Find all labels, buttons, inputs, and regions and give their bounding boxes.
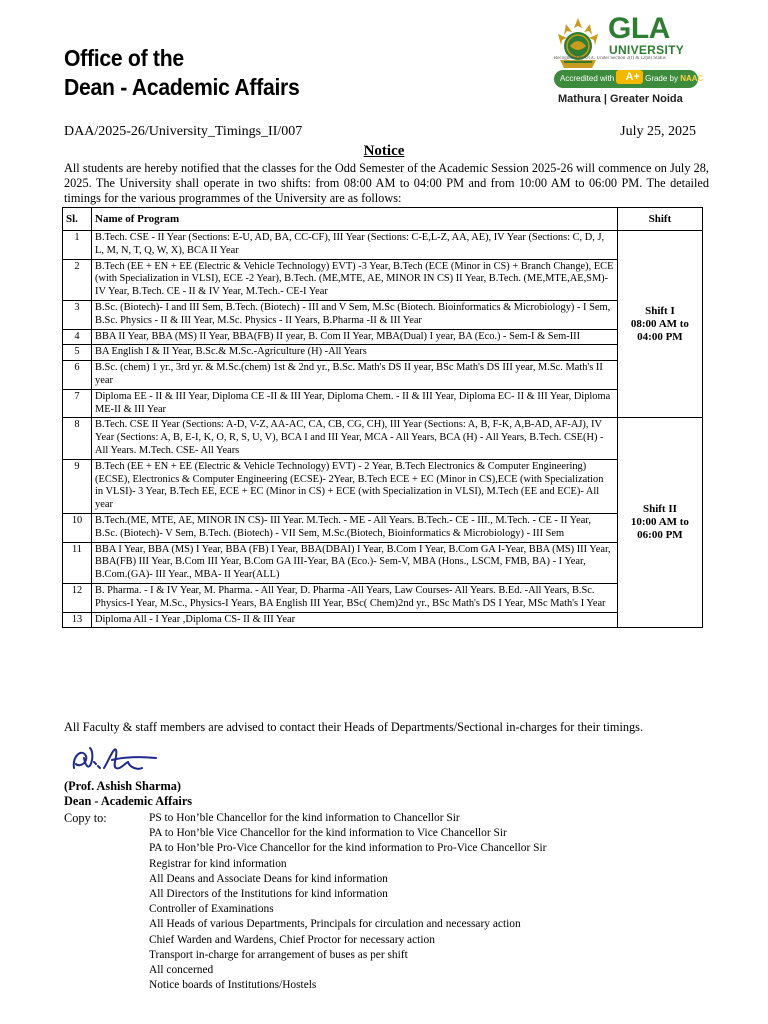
row-program: B.Sc. (chem) 1 yr., 3rd yr. & M.Sc.(chem) 1st & 2nd yr., B.Sc. Math's DS II year, BSc Math's DS III year, M.Sc. Math's II year: [92, 361, 618, 390]
table-row: [63, 583, 703, 612]
office-title: [64, 44, 300, 102]
copy-to-item: Chief Warden and Wardens, Chief Proctor for necessary action: [149, 933, 435, 946]
table-row: [63, 418, 703, 459]
copy-to-item: Transport in-charge for arrangement of buses as per shift: [149, 948, 408, 961]
row-sl: 6: [63, 361, 92, 390]
logo-subtitle: UNIVERSITY: [609, 43, 685, 57]
reference-number: DAA/2025-26/University_Timings_II/007: [64, 124, 303, 139]
signatory-name: (Prof. Ashish Sharma): [64, 779, 181, 793]
table-row: [63, 542, 703, 583]
table-row: [63, 259, 703, 300]
shift-2-label: Shift II: [642, 503, 677, 516]
row-sl: 10: [63, 513, 92, 542]
copy-to-list: [149, 811, 546, 993]
shift-2-end: 06:00 PM: [637, 529, 683, 542]
copy-to-item: Registrar for kind information: [149, 857, 287, 870]
row-program: Diploma All - I Year ,Diploma CS- II & III Year: [92, 612, 618, 628]
staff-advice-note: All Faculty & staff members are advised to contact their Heads of Departments/Sectional in-charges for their timings.: [64, 720, 644, 734]
copy-to-label: Copy to:: [64, 811, 107, 825]
row-sl: 1: [63, 231, 92, 260]
signatory-block: [64, 779, 192, 809]
table-row: [63, 361, 703, 390]
table-row: [63, 345, 703, 361]
logo-name: GLA: [608, 12, 670, 45]
shift-1-label: Shift I: [645, 304, 675, 317]
row-program: Diploma EE - II & III Year, Diploma CE -II & III Year, Diploma Chem. - II & III Year, Diploma EC- II & III Year, Diploma ME-II & III Year: [92, 389, 618, 418]
copy-to-item: Notice boards of Institutions/Hostels: [149, 979, 317, 992]
row-program: B.Tech (EE + EN + EE (Electric & Vehicle Technology) EVT) - 2 Year, B.Tech Electronics & Computer Engineering) (ECSE), Electronics & Computer Engineering (ECSE)- 2Year, B.Tech ECE + EC (Minor in CS),ECE (with Specialization in VLSI)- 3 Year, B.Tech EE, ECE + EC (Minor in CS) + ECE (with Specialization in VLSI), M.Tech (EE and ECE)- All year: [92, 459, 618, 513]
copy-to-item: All Directors of the Institutions for kind information: [149, 888, 388, 901]
table-row: [63, 300, 703, 329]
row-sl: 4: [63, 329, 92, 345]
row-sl: 9: [63, 459, 92, 513]
row-program: BA English I & II Year, B.Sc.& M.Sc.-Agriculture (H) -All Years: [92, 345, 618, 361]
naac-grade: A+: [616, 70, 642, 84]
university-emblem-icon: [552, 16, 604, 70]
row-sl: 11: [63, 542, 92, 583]
row-program: BBA II Year, BBA (MS) II Year, BBA(FB) II year, B. Com II Year, MBA(Dual) I year, BA (Eco.) - Sem-I & Sem-III: [92, 329, 618, 345]
row-sl: 7: [63, 389, 92, 418]
notice-date: July 25, 2025: [620, 124, 696, 139]
row-sl: 12: [63, 583, 92, 612]
table-row: [63, 389, 703, 418]
table-header-row: [63, 208, 703, 231]
naac-label: NAAC: [680, 74, 704, 83]
signature-icon: [68, 738, 160, 778]
shift-1-start: 08:00 AM to: [630, 317, 689, 330]
shift-1-end: 04:00 PM: [637, 330, 683, 343]
row-sl: 2: [63, 259, 92, 300]
table-row: [63, 513, 703, 542]
row-program: B.Tech. CSE II Year (Sections: A-D, V-Z, AA-AC, CA, CB, CG, CH), III Year (Sections: A, B, F-K, A,B-AD, AF-AJ), IV Year (Sections: A, B, E-I, K, O, R, S, U, V), BCA I and III Year, MCA - All Years, BCA (H) - All Years, B.Tech. CSE(H) - All Years. M.Tech. CSE- All Years: [92, 418, 618, 459]
office-title-line2: Dean - Academic Affairs: [64, 74, 300, 100]
shift-1-cell: [617, 231, 702, 418]
office-title-line1: Office of the: [64, 45, 184, 71]
copy-to-item: All Heads of various Departments, Principals for circulation and necessary action: [149, 918, 521, 931]
logo-location: Mathura | Greater Noida: [558, 93, 683, 105]
copy-to-item: PS to Hon’ble Chancellor for the kind information to Chancellor Sir: [149, 812, 460, 824]
copy-to-item: PA to Hon’ble Vice Chancellor for the kind information to Vice Chancellor Sir: [149, 827, 507, 840]
row-program: B.Tech. CSE - II Year (Sections: E-U, AD, BA, CC-CF), III Year (Sections: C-E,L-Z, AA, AE), IV Year (Sections: C, D, J, L, M, N, T, Q, W, X), BCA II Year: [92, 231, 618, 260]
row-program: B.Tech (EE + EN + EE (Electric & Vehicle Technology) EVT) -3 Year, B.Tech (ECE (Minor in CS) + Branch Change), ECE (with Specialization in VLSI), ECE -2 Year), B.Tech. (ME,MTE, AE, MINOR IN CS) II Year, B.Tech. (ME,MTE,AE,SM)- IV Year, B.Tech. CE - II & IV Year, M.Tech.- CE-I Year: [92, 259, 618, 300]
naac-grade-by: Grade by: [645, 74, 678, 83]
gla-university-logo: [552, 14, 702, 110]
table-row: [63, 329, 703, 345]
copy-to-item: Controller of Examinations: [149, 903, 274, 916]
shift-2-start: 10:00 AM to: [630, 516, 689, 529]
table-row: [63, 231, 703, 260]
signatory-designation: Dean - Academic Affairs: [64, 794, 193, 808]
row-program: BBA I Year, BBA (MS) I Year, BBA (FB) I Year, BBA(DBAI) I Year, B.Com I Year, B.Com GA I-Year, BBA (MS) III Year, BBA(FB) III Year, B.Com III Year, B.Com GA III-Year, BA (Eco.)- Sem-V, MBA (Hons., LSCM, FMB, BA) - I Year, B.Com.(GA)- III Year., MBA- II Year(ALL): [92, 542, 618, 583]
copy-to-item: All concerned: [149, 964, 214, 977]
row-program: B.Sc. (Biotech)- I and III Sem, B.Tech. (Biotech) - III and V Sem, M.Sc (Biotech. Bioinformatics & Microbiology) - I Sem, B.Sc. Physics - II & III Year, M.Sc. Physics - II Years, B.Pharma -II & III Year: [92, 300, 618, 329]
naac-badge: [554, 70, 704, 88]
row-sl: 3: [63, 300, 92, 329]
timings-table: [62, 207, 703, 628]
row-program: B.Tech.(ME, MTE, AE, MINOR IN CS)- III Year. M.Tech. - ME - All Years. B.Tech.- CE - III., M.Tech. - CE - II Year, B.Sc. (Biotech)- V Sem, B.Tech. (Biotech) - VII Sem, M.Sc.(Biotech, Bioinformatics & Microbiology) - III Sem: [92, 513, 618, 542]
header-shift: Shift: [617, 208, 702, 231]
row-sl: 8: [63, 418, 92, 459]
header-sl: Sl.: [63, 208, 92, 231]
logo-tagline: Recognised by UGC Under Section 2(f) & 12(B) Status: [554, 56, 666, 61]
row-program: B. Pharma. - I & IV Year, M. Pharma. - All Year, D. Pharma -All Years, Law Courses- All Years. B.Ed. -All Years, B.Sc. Physics-I Year, M.Sc., Physics-I Years, BA English III Year, BSc( Chem)2nd yr., BSc Math's DS I Year, MSc Math's I Year: [92, 583, 618, 612]
row-sl: 13: [63, 612, 92, 628]
naac-accredited-text: Accredited with: [560, 74, 615, 83]
copy-to-item: PA to Hon’ble Pro-Vice Chancellor for the kind information to Pro-Vice Chancellor Sir: [149, 842, 547, 855]
table-row: [63, 459, 703, 513]
intro-paragraph: All students are hereby notified that the classes for the Odd Semester of the Academic Session 2025-26 will commence on July 28, 2025. The University shall operate in two shifts: from 08:00 AM to 04:00 PM and from 10:00 AM to 06:00 PM. The detailed timings for the various programmes of the University are as follows:: [64, 161, 709, 205]
shift-2-cell: [617, 418, 702, 628]
notice-title: Notice: [363, 143, 405, 159]
row-sl: 5: [63, 345, 92, 361]
table-row: [63, 612, 703, 628]
header-program: Name of Program: [92, 208, 618, 231]
copy-to-item: All Deans and Associate Deans for kind information: [149, 872, 388, 885]
